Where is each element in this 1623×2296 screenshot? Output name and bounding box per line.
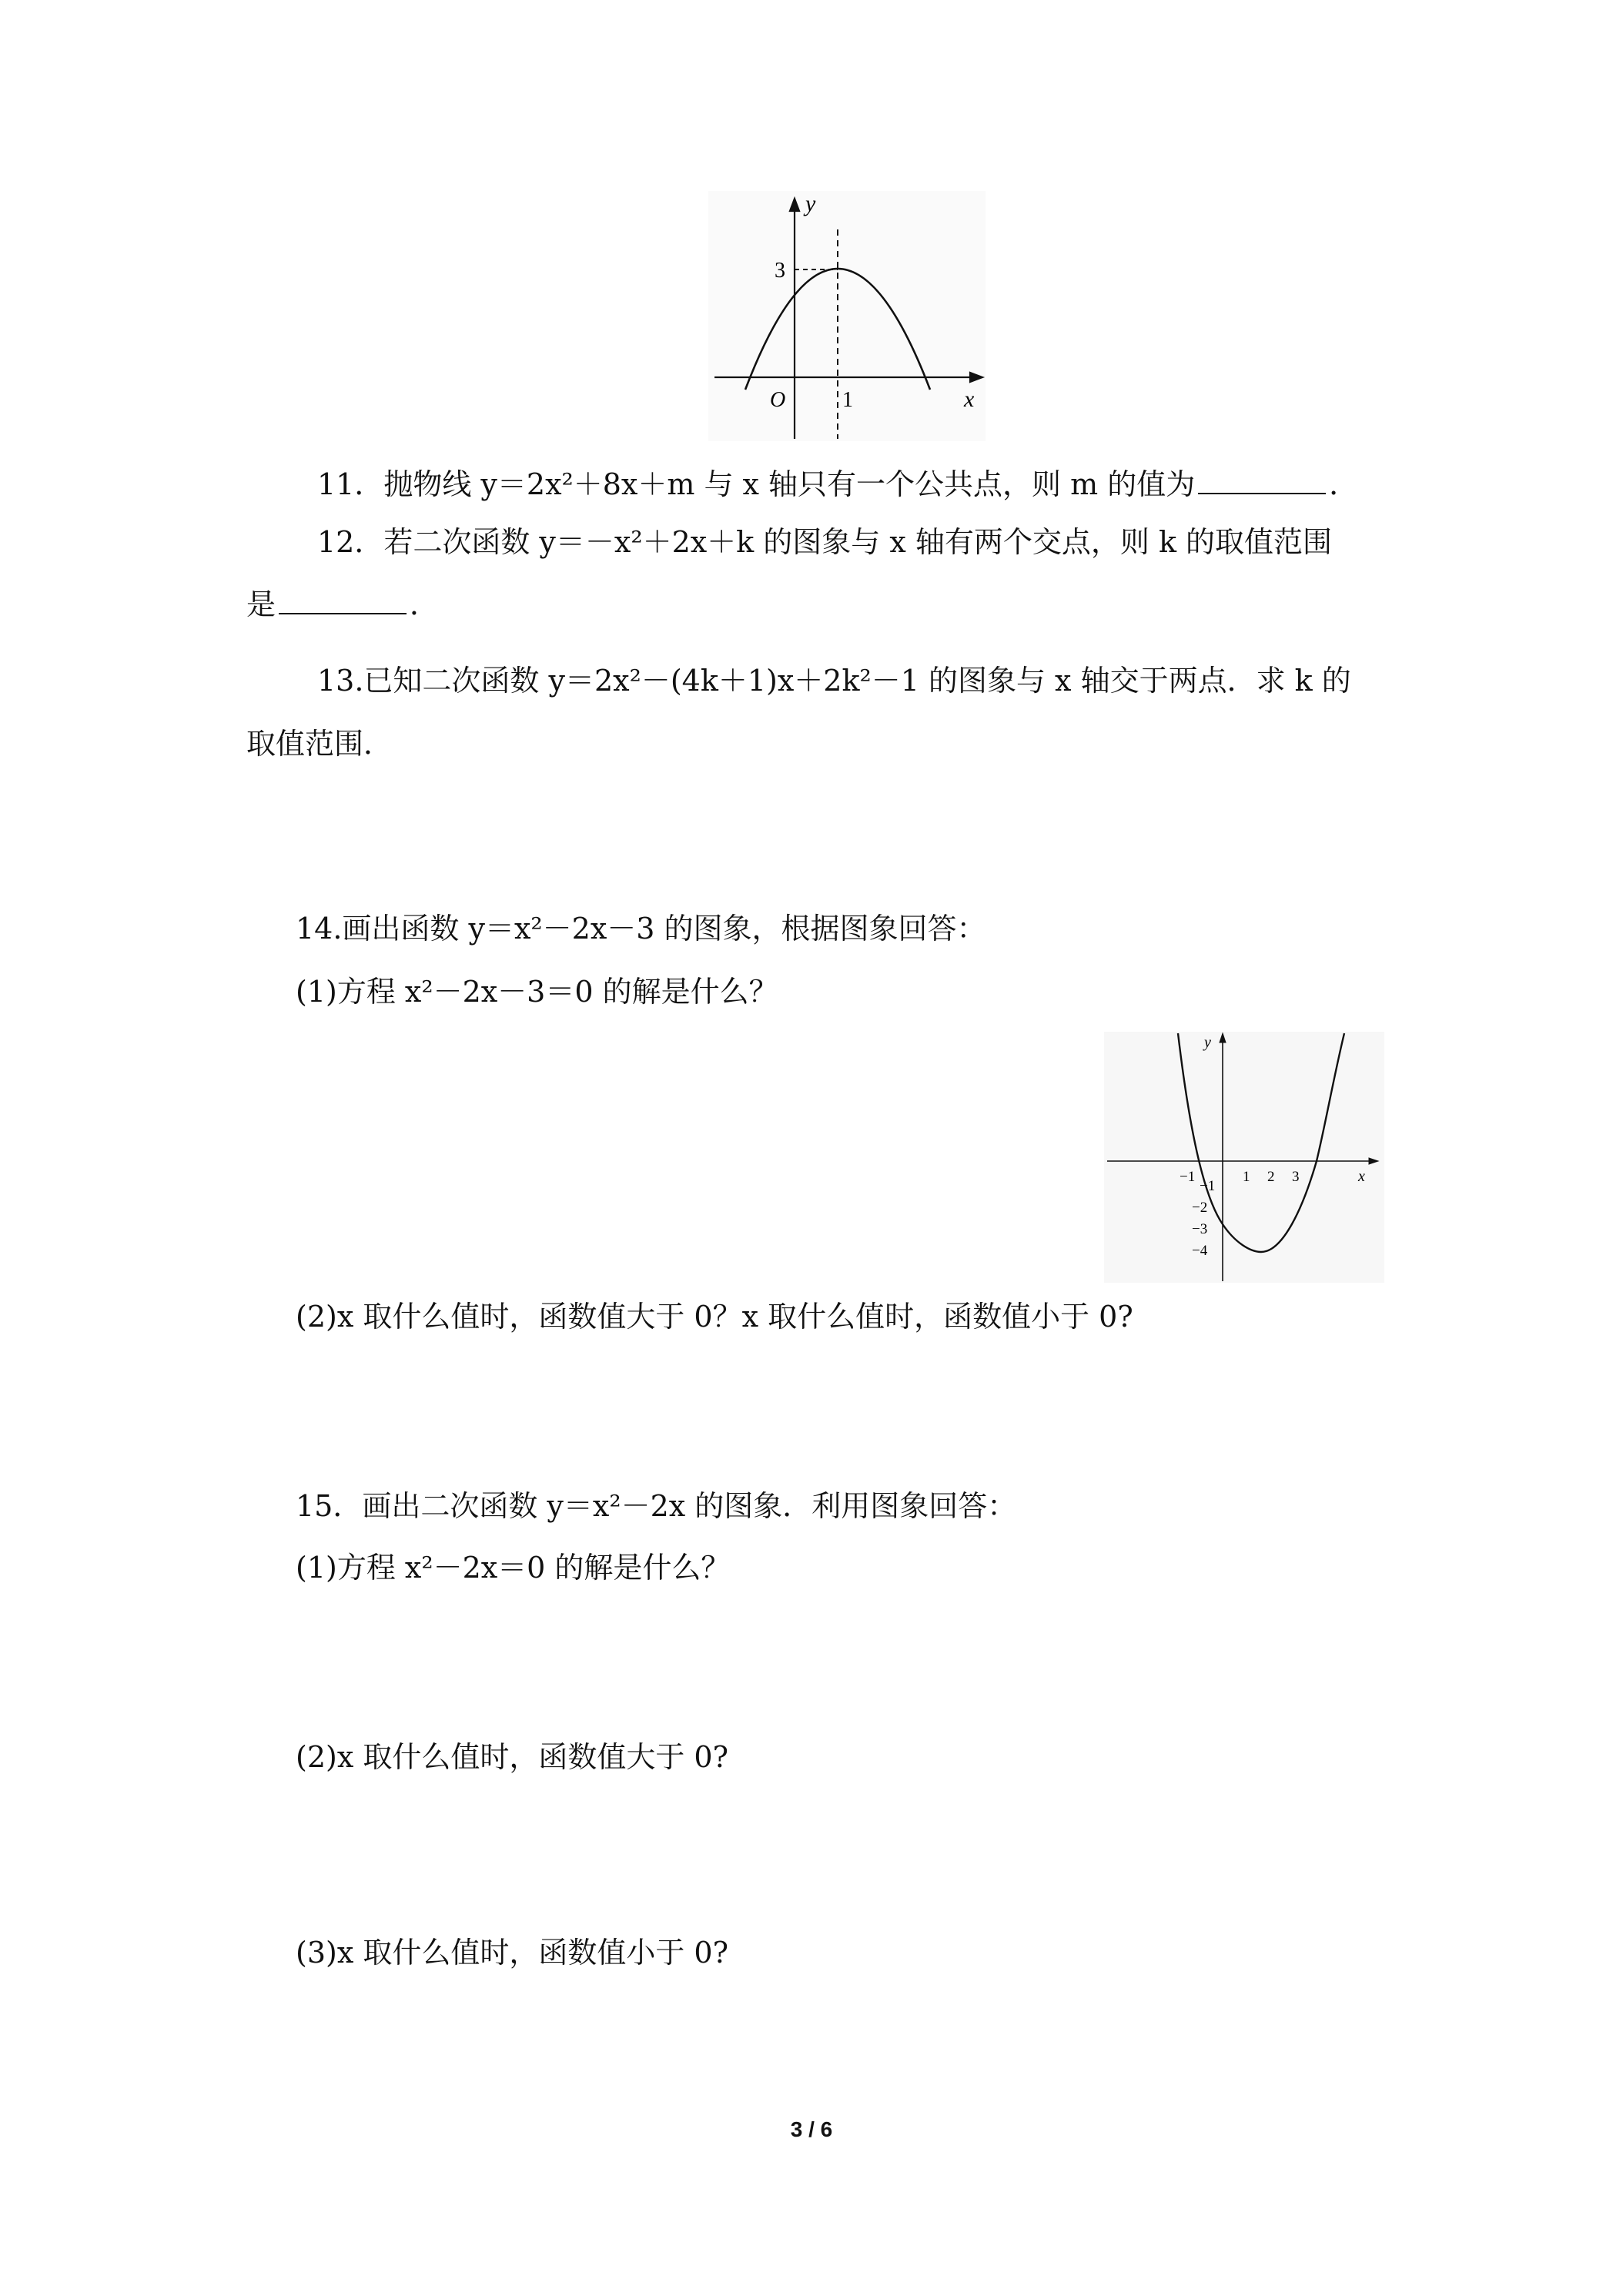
question-12-line1: 12．若二次函数 y＝－x²＋2x＋k 的图象与 x 轴有两个交点，则 k 的取值范围 bbox=[317, 525, 1333, 559]
x-tick-label: 1 bbox=[842, 388, 853, 412]
y-axis-label: y bbox=[805, 191, 816, 216]
question-12-prefix: 是 bbox=[246, 587, 276, 621]
question-12-tail: ． bbox=[410, 587, 440, 621]
question-15-part2: (2)x 取什么值时，函数值大于 0? bbox=[296, 1740, 728, 1774]
page-number: 3 / 6 bbox=[790, 2117, 833, 2141]
x-axis-label: x bbox=[1358, 1168, 1365, 1185]
question-11-text: 11．抛物线 y＝2x²＋8x＋m 与 x 轴只有一个公共点，则 m 的值为 bbox=[317, 467, 1196, 501]
y-tick-label: 3 bbox=[775, 259, 785, 283]
answer-blank-12[interactable] bbox=[279, 584, 407, 614]
figure-parabola-vertex bbox=[708, 191, 986, 441]
question-14-part1: (1)方程 x²－2x－3＝0 的解是什么？ bbox=[296, 975, 778, 1009]
y-tick-label: −1 bbox=[1200, 1178, 1216, 1194]
y-tick-label: −4 bbox=[1192, 1243, 1208, 1259]
question-12-line2 bbox=[246, 584, 439, 624]
question-15-part1: (1)方程 x²－2x＝0 的解是什么？ bbox=[296, 1551, 731, 1585]
x-tick-label: 3 bbox=[1292, 1169, 1300, 1185]
x-tick-label: −1 bbox=[1180, 1169, 1196, 1185]
y-tick-label: −2 bbox=[1192, 1200, 1208, 1216]
question-13-line1: 13.已知二次函数 y＝2x²－(4k＋1)x＋2k²－1 的图象与 x 轴交于两点．求 k 的 bbox=[317, 664, 1351, 698]
question-14-part2: (2)x 取什么值时，函数值大于 0？x 取什么值时，函数值小于 0? bbox=[296, 1300, 1133, 1334]
question-15-intro: 15．画出二次函数 y＝x²－2x 的图象．利用图象回答： bbox=[296, 1489, 1017, 1523]
x-tick-label: 1 bbox=[1243, 1169, 1250, 1185]
x-axis-label: x bbox=[964, 387, 975, 412]
answer-blank-11[interactable] bbox=[1198, 464, 1326, 494]
question-13-line2: 取值范围． bbox=[246, 727, 393, 761]
x-tick-label: 2 bbox=[1267, 1169, 1275, 1185]
origin-label: O bbox=[770, 388, 786, 412]
question-11-tail: ． bbox=[1329, 467, 1359, 501]
question-11 bbox=[317, 464, 1358, 504]
y-tick-label: −3 bbox=[1192, 1221, 1208, 1237]
figure-parabola-graph bbox=[1104, 1032, 1384, 1283]
question-14-intro: 14.画出函数 y＝x²－2x－3 的图象，根据图象回答： bbox=[296, 912, 986, 946]
y-axis-label: y bbox=[1204, 1034, 1211, 1051]
question-15-part3: (3)x 取什么值时，函数值小于 0? bbox=[296, 1936, 728, 1970]
